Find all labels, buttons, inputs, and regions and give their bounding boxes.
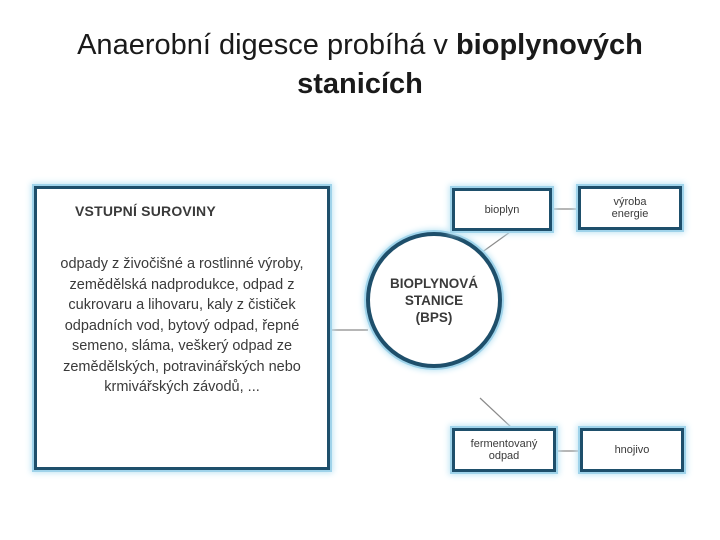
energy-box — [578, 186, 682, 230]
bps-circle — [366, 232, 502, 368]
title-text-bold: bioplynových stanicích — [297, 29, 643, 100]
fertilizer-box — [580, 428, 684, 472]
inputs-box — [34, 186, 330, 470]
biogas-label: bioplyn — [484, 203, 520, 216]
inputs-description: odpady z živočišné a rostlinné výroby, zemědělská nadprodukce, odpad z cukrovaru a lihovaru, kaly z čističek odpadních vod, bytový odpad, řepné semeno, sláma, veškerý odpad ze zemědělských, potravinářských nebo krmivářských závodů, ... — [60, 256, 304, 395]
digestate-box — [452, 428, 556, 472]
digestate-label: fermentovaný odpad — [470, 438, 538, 462]
bps-label: BIOPLYNOVÁ STANICE (BPS) — [389, 275, 479, 325]
inputs-heading: VSTUPNÍ SUROVINY — [75, 203, 216, 219]
fertilizer-label: hnojivo — [614, 444, 650, 456]
biogas-box — [452, 188, 552, 231]
connector-bps-to-digestate — [480, 398, 512, 428]
energy-label: výroba energie — [611, 196, 649, 220]
title-text-regular: Anaerobní digesce probíhá v — [77, 29, 456, 61]
